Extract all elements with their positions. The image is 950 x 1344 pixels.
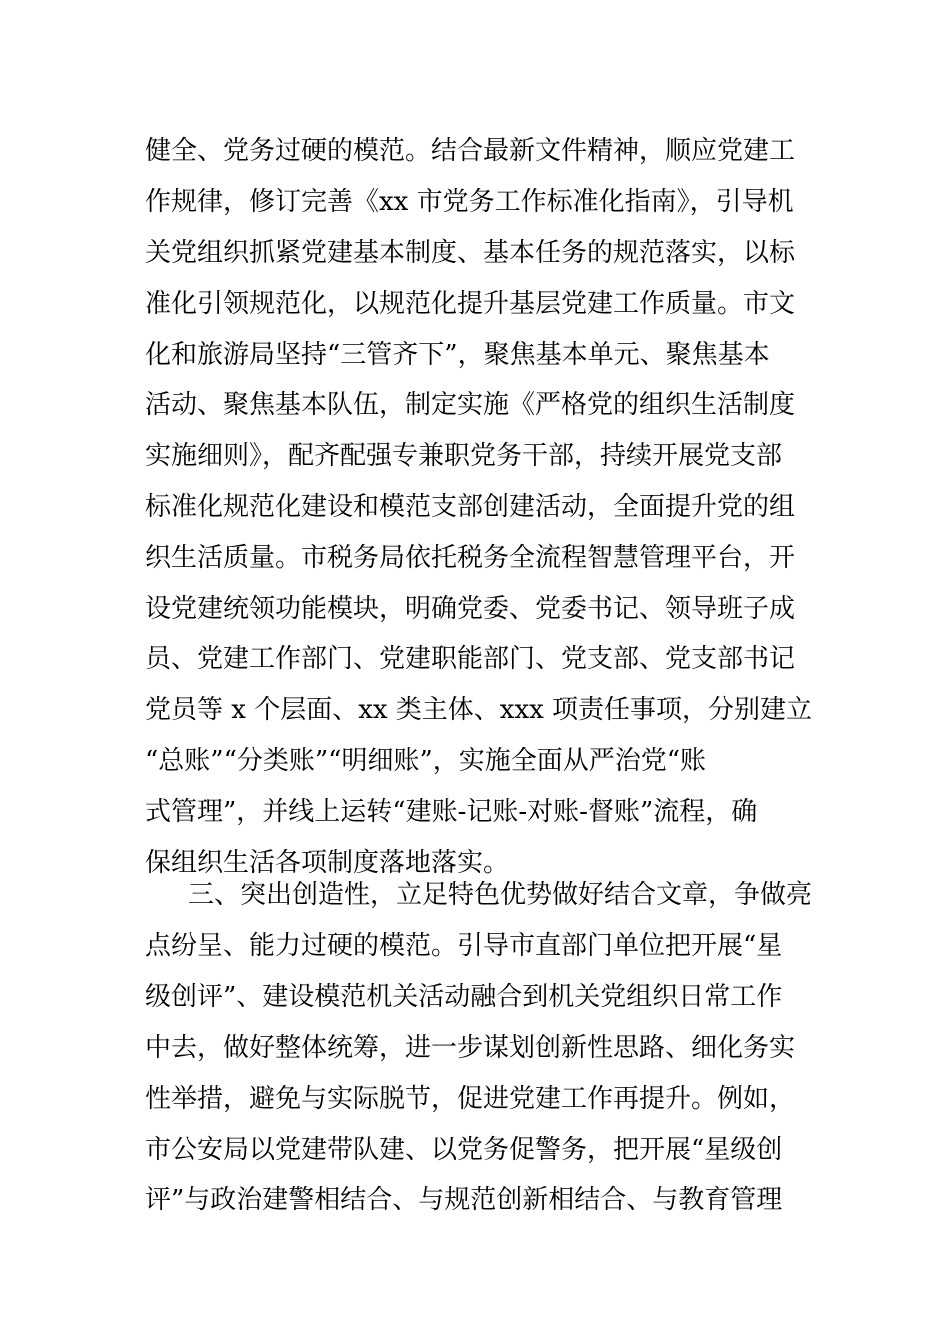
text-line: [0, 330, 950, 380]
text-line-content: 点纷呈、能力过硬的模范。引导市直部门单位把开展“星: [145, 931, 783, 961]
text-line-content: 市公安局以党建带队建、以党务促警务，把开展“星级创: [145, 1135, 783, 1165]
text-line: [0, 584, 950, 634]
text-line-content: 健全、党务过硬的模范。结合最新文件精神，顺应党建工: [145, 136, 796, 166]
text-line: [0, 380, 950, 430]
text-line-content: 化和旅游局坚持“三管齐下”，聚焦基本单元、聚焦基本: [145, 340, 770, 370]
text-line-content: 保组织生活各项制度落地落实。: [145, 848, 510, 878]
text-line-content: 关党组织抓紧党建基本制度、基本任务的规范落实，以标: [145, 238, 796, 268]
text-line: [0, 533, 950, 583]
text-line-content: 三、突出创造性，立足特色优势做好结合文章，争做亮: [188, 880, 813, 910]
text-line-content: 性举措，避免与实际脱节，促进党建工作再提升。例如，: [145, 1084, 796, 1114]
text-line: [0, 177, 950, 227]
text-line-content: 实施细则》，配齐配强专兼职党务干部，持续开展党支部: [145, 441, 783, 471]
text-line-content: 级创评”、建设模范机关活动融合到机关党组织日常工作: [145, 982, 783, 1012]
text-line-content: 员、党建工作部门、党建职能部门、党支部、党支部书记: [145, 644, 796, 674]
text-line: [0, 634, 950, 684]
text-line-content: 作规律，修订完善《xx 市党务工作标准化指南》，引导机: [145, 187, 794, 217]
text-line-content: 准化引领规范化，以规范化提升基层党建工作质量。市文: [145, 289, 796, 319]
text-line: [0, 921, 950, 971]
text-line-content: 评”与政治建警相结合、与规范创新相结合、与教育管理: [145, 1185, 783, 1215]
text-line: [0, 1125, 950, 1175]
text-line-content: 活动、聚焦基本队伍，制定实施《严格党的组织生活制度: [145, 390, 796, 420]
text-line-content: 设党建统领功能模块，明确党委、党委书记、领导班子成: [145, 594, 796, 624]
text-line: [0, 279, 950, 329]
text-line-content: 式管理”，并线上运转“建账-记账-对账-督账”流程，确: [145, 797, 758, 827]
text-line: [0, 482, 950, 532]
paragraph-first-line: [0, 870, 950, 920]
text-line: [0, 1175, 950, 1225]
text-line: [0, 685, 950, 735]
text-line: [0, 972, 950, 1022]
text-line-content: 织生活质量。市税务局依托税务全流程智慧管理平台，开: [145, 543, 796, 573]
text-line: [0, 1023, 950, 1073]
text-line: [0, 228, 950, 278]
text-line: [0, 431, 950, 481]
text-line-content: “总账”“分类账”“明细账”，实施全面从严治党“账: [145, 746, 707, 776]
text-line: [0, 736, 950, 786]
text-line-content: 党员等 x 个层面、xx 类主体、xxx 项责任事项，分别建立: [145, 695, 813, 725]
text-line-content: 中去，做好整体统筹，进一步谋划创新性思路、细化务实: [145, 1033, 796, 1063]
text-line: [0, 787, 950, 837]
text-line: [0, 1074, 950, 1124]
text-line-content: 标准化规范化建设和模范支部创建活动，全面提升党的组: [145, 492, 796, 522]
text-line: [0, 126, 950, 176]
